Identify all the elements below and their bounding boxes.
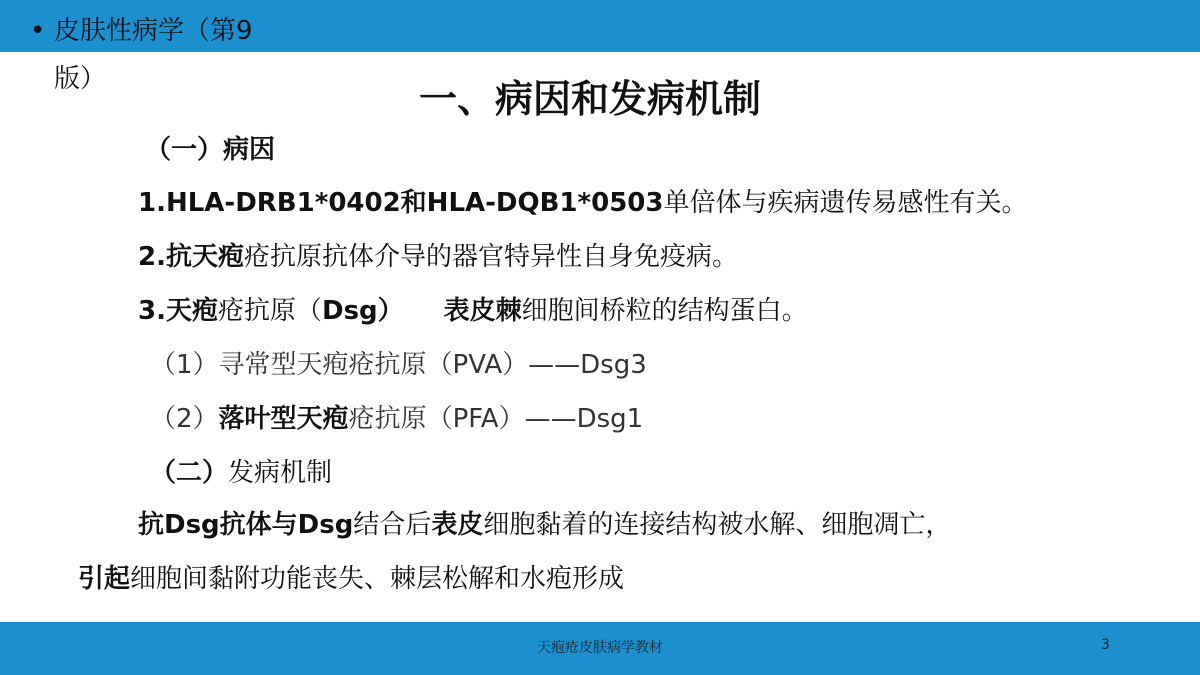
header-title	[30, 14, 253, 48]
text-run: （1）寻常型天疱疮抗原（PVA）——Dsg3	[150, 350, 647, 380]
text-run: 结合后	[353, 510, 432, 540]
section-heading-mechanism	[150, 456, 332, 490]
text-run: 疮抗原抗体介导的器官特异性自身免疫病。	[243, 242, 738, 272]
text-run: 单倍体与疾病遗传易感性有关。	[663, 188, 1028, 218]
text-run: 发病机制	[228, 458, 333, 488]
text-run: 表皮	[431, 510, 484, 540]
text-run: 细胞黏着的连接结构被水解、细胞凋亡，	[483, 510, 952, 540]
text-run: 3.天疱	[138, 296, 218, 326]
header-title-line2: 版）	[54, 64, 107, 94]
page-number: 3	[1101, 637, 1110, 653]
text-run: 落叶型天疱	[218, 404, 349, 434]
cause-item-3	[138, 294, 808, 328]
text-run: 抗Dsg抗体与Dsg	[138, 510, 354, 540]
text-run: 疮抗原（	[217, 296, 322, 326]
subitem-pva	[150, 348, 647, 382]
text-run: （一）病因	[145, 135, 276, 165]
cause-item-2	[138, 240, 738, 274]
text-run: （2）	[150, 404, 219, 434]
text-run: 细胞间桥粒的结构蛋白。	[521, 296, 808, 326]
footer-caption: 天疱疮皮肤病学教材	[537, 640, 663, 656]
slide-title: 一、病因和发病机制	[418, 77, 761, 121]
text-run: 1.HLA-DRB1*0402和HLA-DQB1*0503	[138, 188, 664, 218]
mechanism-text-line2	[78, 562, 624, 596]
bullet-icon: •	[30, 16, 46, 46]
text-run: Dsg）	[321, 296, 404, 326]
mechanism-text-line1	[138, 508, 951, 542]
text-run: 2.抗天疱	[138, 242, 244, 272]
cause-item-1	[138, 186, 1028, 220]
text-run: 表皮棘	[443, 296, 522, 326]
subitem-pfa	[150, 402, 643, 436]
text-run: 引起	[78, 564, 131, 594]
text-run: （二）	[150, 458, 229, 488]
header-title-line1: 皮肤性病学（第9	[54, 16, 253, 46]
text-run: 疮抗原（PFA）——Dsg1	[348, 404, 644, 434]
section-heading-cause	[145, 133, 275, 167]
text-run: 细胞间黏附功能丧失、棘层松解和水疱形成	[130, 564, 625, 594]
